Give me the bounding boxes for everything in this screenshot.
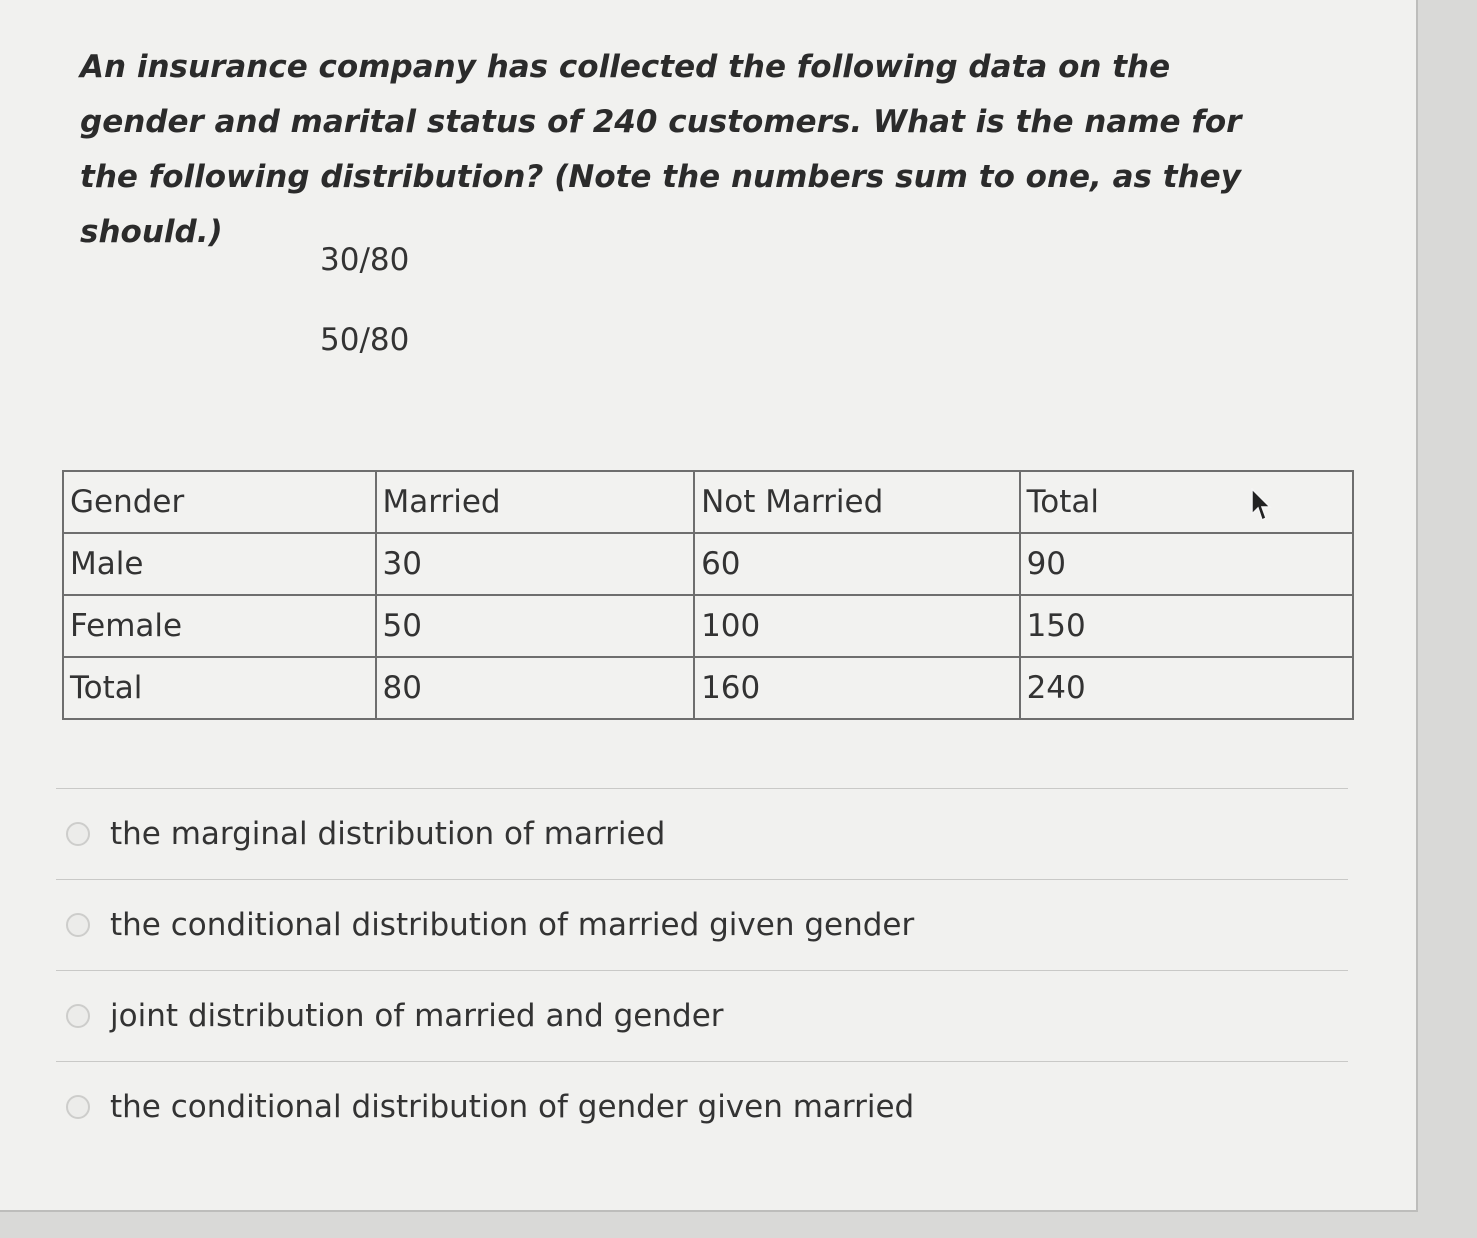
table-cell: 150	[1020, 595, 1353, 657]
radio-button[interactable]	[66, 1004, 90, 1028]
answer-option-label: the marginal distribution of married	[110, 816, 666, 852]
table-cell: 100	[694, 595, 1020, 657]
table-header-row	[63, 471, 1353, 533]
table-header-cell: Not Married	[694, 471, 1020, 533]
contingency-table	[62, 470, 1354, 720]
answer-option[interactable]	[56, 789, 1348, 879]
table-cell: 30	[376, 533, 695, 595]
table-cell: Total	[63, 657, 376, 719]
answer-option[interactable]	[56, 1062, 1348, 1152]
table-cell: 60	[694, 533, 1020, 595]
table-header-cell: Married	[376, 471, 695, 533]
answer-options	[56, 788, 1348, 1152]
answer-option-label: joint distribution of married and gender	[110, 998, 724, 1034]
table-cell: 90	[1020, 533, 1353, 595]
table-row	[63, 533, 1353, 595]
fraction-list	[320, 238, 409, 398]
table-header-label: Total	[1026, 484, 1099, 520]
answer-option[interactable]	[56, 971, 1348, 1061]
question-text: An insurance company has collected the following data on the gender and marital status of 240 customers. What is the name for the following distribution? (Note the numbers sum to one, as they should.)	[80, 49, 1242, 250]
table-cell: Male	[63, 533, 376, 595]
table-cell: 160	[694, 657, 1020, 719]
fraction-value: 50/80	[320, 322, 410, 358]
table-row	[63, 595, 1353, 657]
fraction-value: 30/80	[320, 242, 410, 278]
answer-option[interactable]	[56, 880, 1348, 970]
table-cell: 80	[376, 657, 695, 719]
radio-button[interactable]	[66, 1095, 90, 1119]
radio-button[interactable]	[66, 822, 90, 846]
answer-option-label: the conditional distribution of married given gender	[110, 907, 915, 943]
table-cell: 50	[376, 595, 695, 657]
table-cell: 240	[1020, 657, 1353, 719]
table-header-cell-total	[1020, 471, 1353, 533]
radio-button[interactable]	[66, 913, 90, 937]
table-header-cell: Gender	[63, 471, 376, 533]
table-cell: Female	[63, 595, 376, 657]
table-row	[63, 657, 1353, 719]
answer-option-label: the conditional distribution of gender given married	[110, 1089, 915, 1125]
